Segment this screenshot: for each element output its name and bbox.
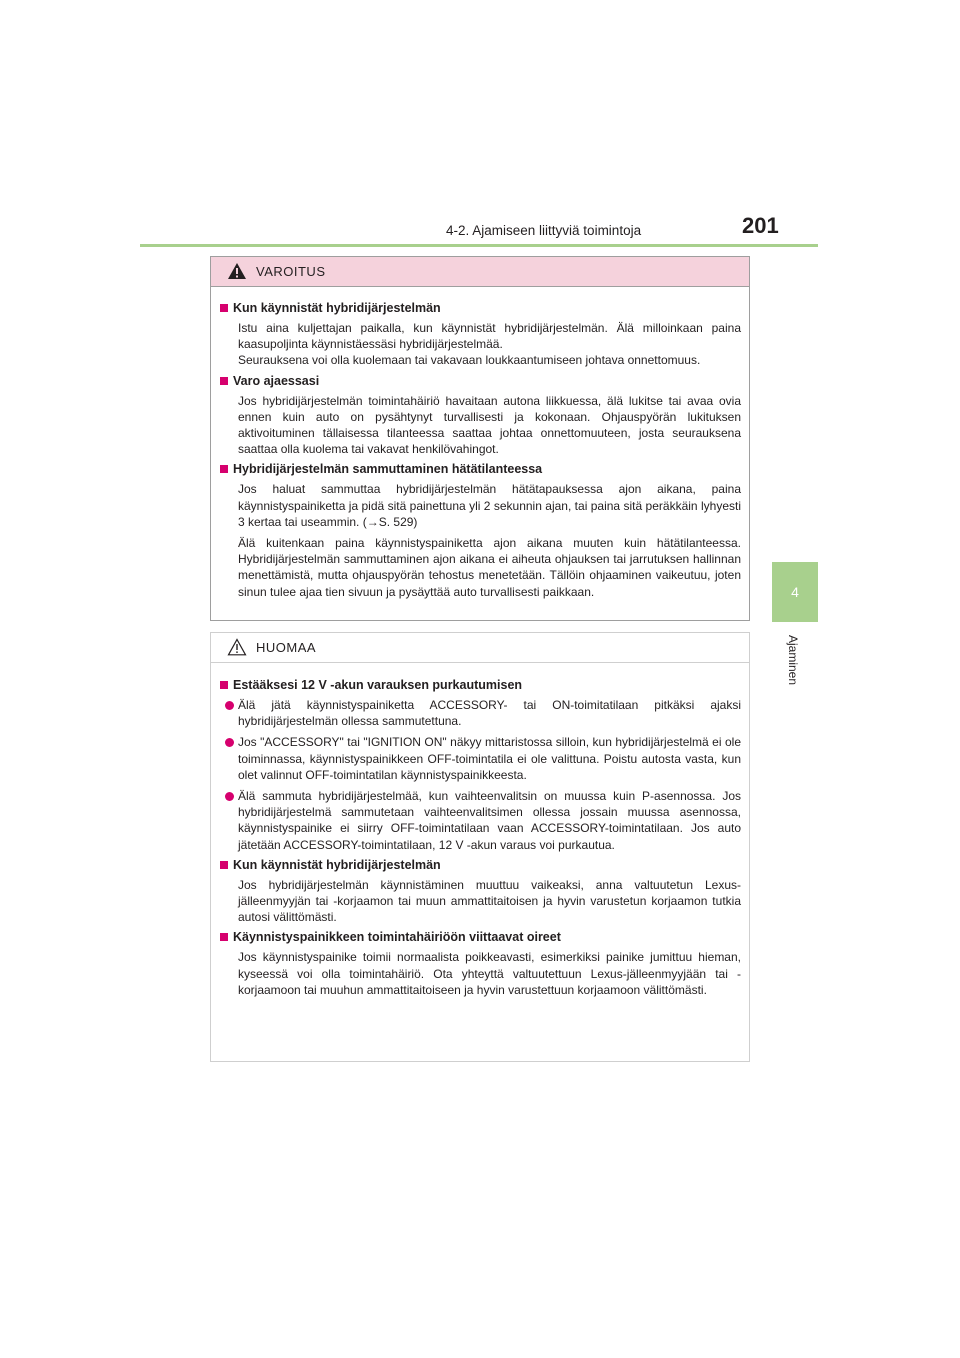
chapter-side-label bbox=[783, 632, 803, 692]
square-bullet-icon bbox=[220, 861, 228, 869]
notice-box-title: HUOMAA bbox=[256, 640, 317, 655]
notice-box-body bbox=[211, 663, 749, 998]
square-bullet-icon bbox=[220, 933, 228, 941]
warning-box bbox=[210, 256, 750, 621]
notice-item-text: Jos käynnistyspainike toimii normaalista poikkeavasti, esimerkiksi painike jumittuu hieman, kyseessä voi olla toimintahäiriö. Ota yhteyttä valtuutettuun Lexus-jälleenmyyjään tai -korjaamoon tai muuhun ammattitaitoiseen ja hyvin varustettuun korjaamoon välittömästi. bbox=[238, 950, 741, 997]
notice-item-heading: Käynnistyspainikkeen toimintahäiriöön viittaavat oireet bbox=[220, 930, 741, 944]
warning-item-text: Älä kuitenkaan paina käynnistyspainiketta ajon aikana muuten kuin hätätilanteessa. Hybridijärjestelmän sammuttaminen ajon aikana ei aiheuta ohjauksen tai jarrutuksen hallinnan menettämistä, mutta ohjauspyörän tehostus menetetään. Tällöin ohjaaminen vaikeutuu, joten sinun tulee ajaa tien sivuun ja pysäyttää auto turvallisesti paikkaan. bbox=[238, 536, 741, 599]
warning-box-header bbox=[211, 257, 749, 287]
warning-item-text: Jos hybridijärjestelmän toimintahäiriö havaitaan autona liikkuessa, älä lukitse tai avaa ovia ennen kuin auto on pysähtynyt turvallisesti ja kokonaan. Ohjauspyörän lukituksen aktivoituminen tällaisessa tilanteessa saattaa johtaa onnettomuuteen, josta seurauksena saattaa olla kuolema tai vakavat henkilövahingot. bbox=[238, 393, 741, 457]
warning-item-heading: Hybridijärjestelmän sammuttaminen hätätilanteessa bbox=[220, 462, 741, 476]
round-bullet-icon bbox=[225, 738, 234, 747]
notice-item-heading: Estääksesi 12 V -akun varauksen purkautumisen bbox=[220, 678, 741, 692]
notice-item-heading: Kun käynnistät hybridijärjestelmän bbox=[220, 858, 741, 872]
bullet-item: Jos "ACCESSORY" tai "IGNITION ON" näkyy mittaristossa silloin, kun hybridijärjestelmä ei ole toiminnassa, käynnistyspainikkeen OFF-toimintatila ei ole valittuna. Poistu autosta vasta, kun olet valinnut OFF-toimintatilan käynnistyspainikkeesta. bbox=[225, 734, 741, 783]
section-title: 4-2. Ajamiseen liittyviä toimintoja bbox=[446, 223, 642, 238]
caution-triangle-outline-icon bbox=[227, 638, 247, 656]
warning-item-heading: Varo ajaessasi bbox=[220, 374, 741, 388]
notice-item bbox=[220, 858, 741, 926]
notice-box-header bbox=[211, 633, 749, 663]
square-bullet-icon bbox=[220, 304, 228, 312]
warning-item bbox=[220, 462, 741, 599]
warning-box-title: VAROITUS bbox=[256, 264, 326, 279]
notice-item-text: Jos hybridijärjestelmän käynnistäminen muuttuu vaikeaksi, anna valtuutetun Lexus-jälleenmyyjän tai -korjaamon tai muun ammattitaitoisen ja hyvin varustetun korjaamon tutkia autosi välittömästi. bbox=[238, 877, 741, 925]
round-bullet-icon bbox=[225, 792, 234, 801]
notice-box bbox=[210, 632, 750, 1062]
chapter-tab-number: 4 bbox=[791, 584, 799, 600]
bullet-item: Älä sammuta hybridijärjestelmää, kun vaihteenvalitsin on muussa kuin P-asennossa. Jos hybridijärjestelmä sammutetaan vaihteenvalitsimen ollessa jossain muussa asennossa, käynnistyspainike ei siirry OFF-toimintatilaan vaan ACCESSORY-toimintatilaan. Jos auto jätetään ACCESSORY-toimintatilaan, 12 V -akun varaus voi purkautua. bbox=[225, 788, 741, 853]
warning-item bbox=[220, 301, 741, 369]
bullet-item: Älä jätä käynnistyspainiketta ACCESSORY- tai ON-toimitatilaan pitkäksi ajaksi hybridijärjestelmän ollessa sammutettuna. bbox=[225, 697, 741, 729]
notice-item bbox=[220, 930, 741, 998]
warning-item-heading: Kun käynnistät hybridijärjestelmän bbox=[220, 301, 741, 315]
warning-item-text: Istu aina kuljettajan paikalla, kun käynnistät hybridijärjestelmän. Älä milloinkaan paina kaasupoljinta käynnistäessäsi hybridijärjestelmää. Seurauksena voi olla kuolemaan tai vakavaan loukkaantumiseen johtava onnettomuus. bbox=[238, 321, 741, 368]
warning-box-body bbox=[211, 287, 749, 600]
header-rule bbox=[140, 244, 818, 247]
chapter-tab bbox=[772, 562, 818, 622]
notice-item bbox=[220, 678, 741, 853]
warning-item bbox=[220, 374, 741, 458]
page-number: 201 bbox=[742, 213, 779, 238]
square-bullet-icon bbox=[220, 377, 228, 385]
chapter-side-label-text: Ajaminen bbox=[786, 634, 800, 686]
square-bullet-icon bbox=[220, 465, 228, 473]
round-bullet-icon bbox=[225, 701, 234, 710]
warning-triangle-icon bbox=[227, 262, 247, 280]
square-bullet-icon bbox=[220, 681, 228, 689]
warning-item-text: Jos haluat sammuttaa hybridijärjestelmän hätätapauksessa ajon aikana, paina käynnistyspainiketta ja pidä sitä painettuna yli 2 sekunnin ajan, tai paina sitä peräkkäin lyhyesti 3 kertaa tai useammin. (→S. 529) bbox=[238, 482, 741, 529]
